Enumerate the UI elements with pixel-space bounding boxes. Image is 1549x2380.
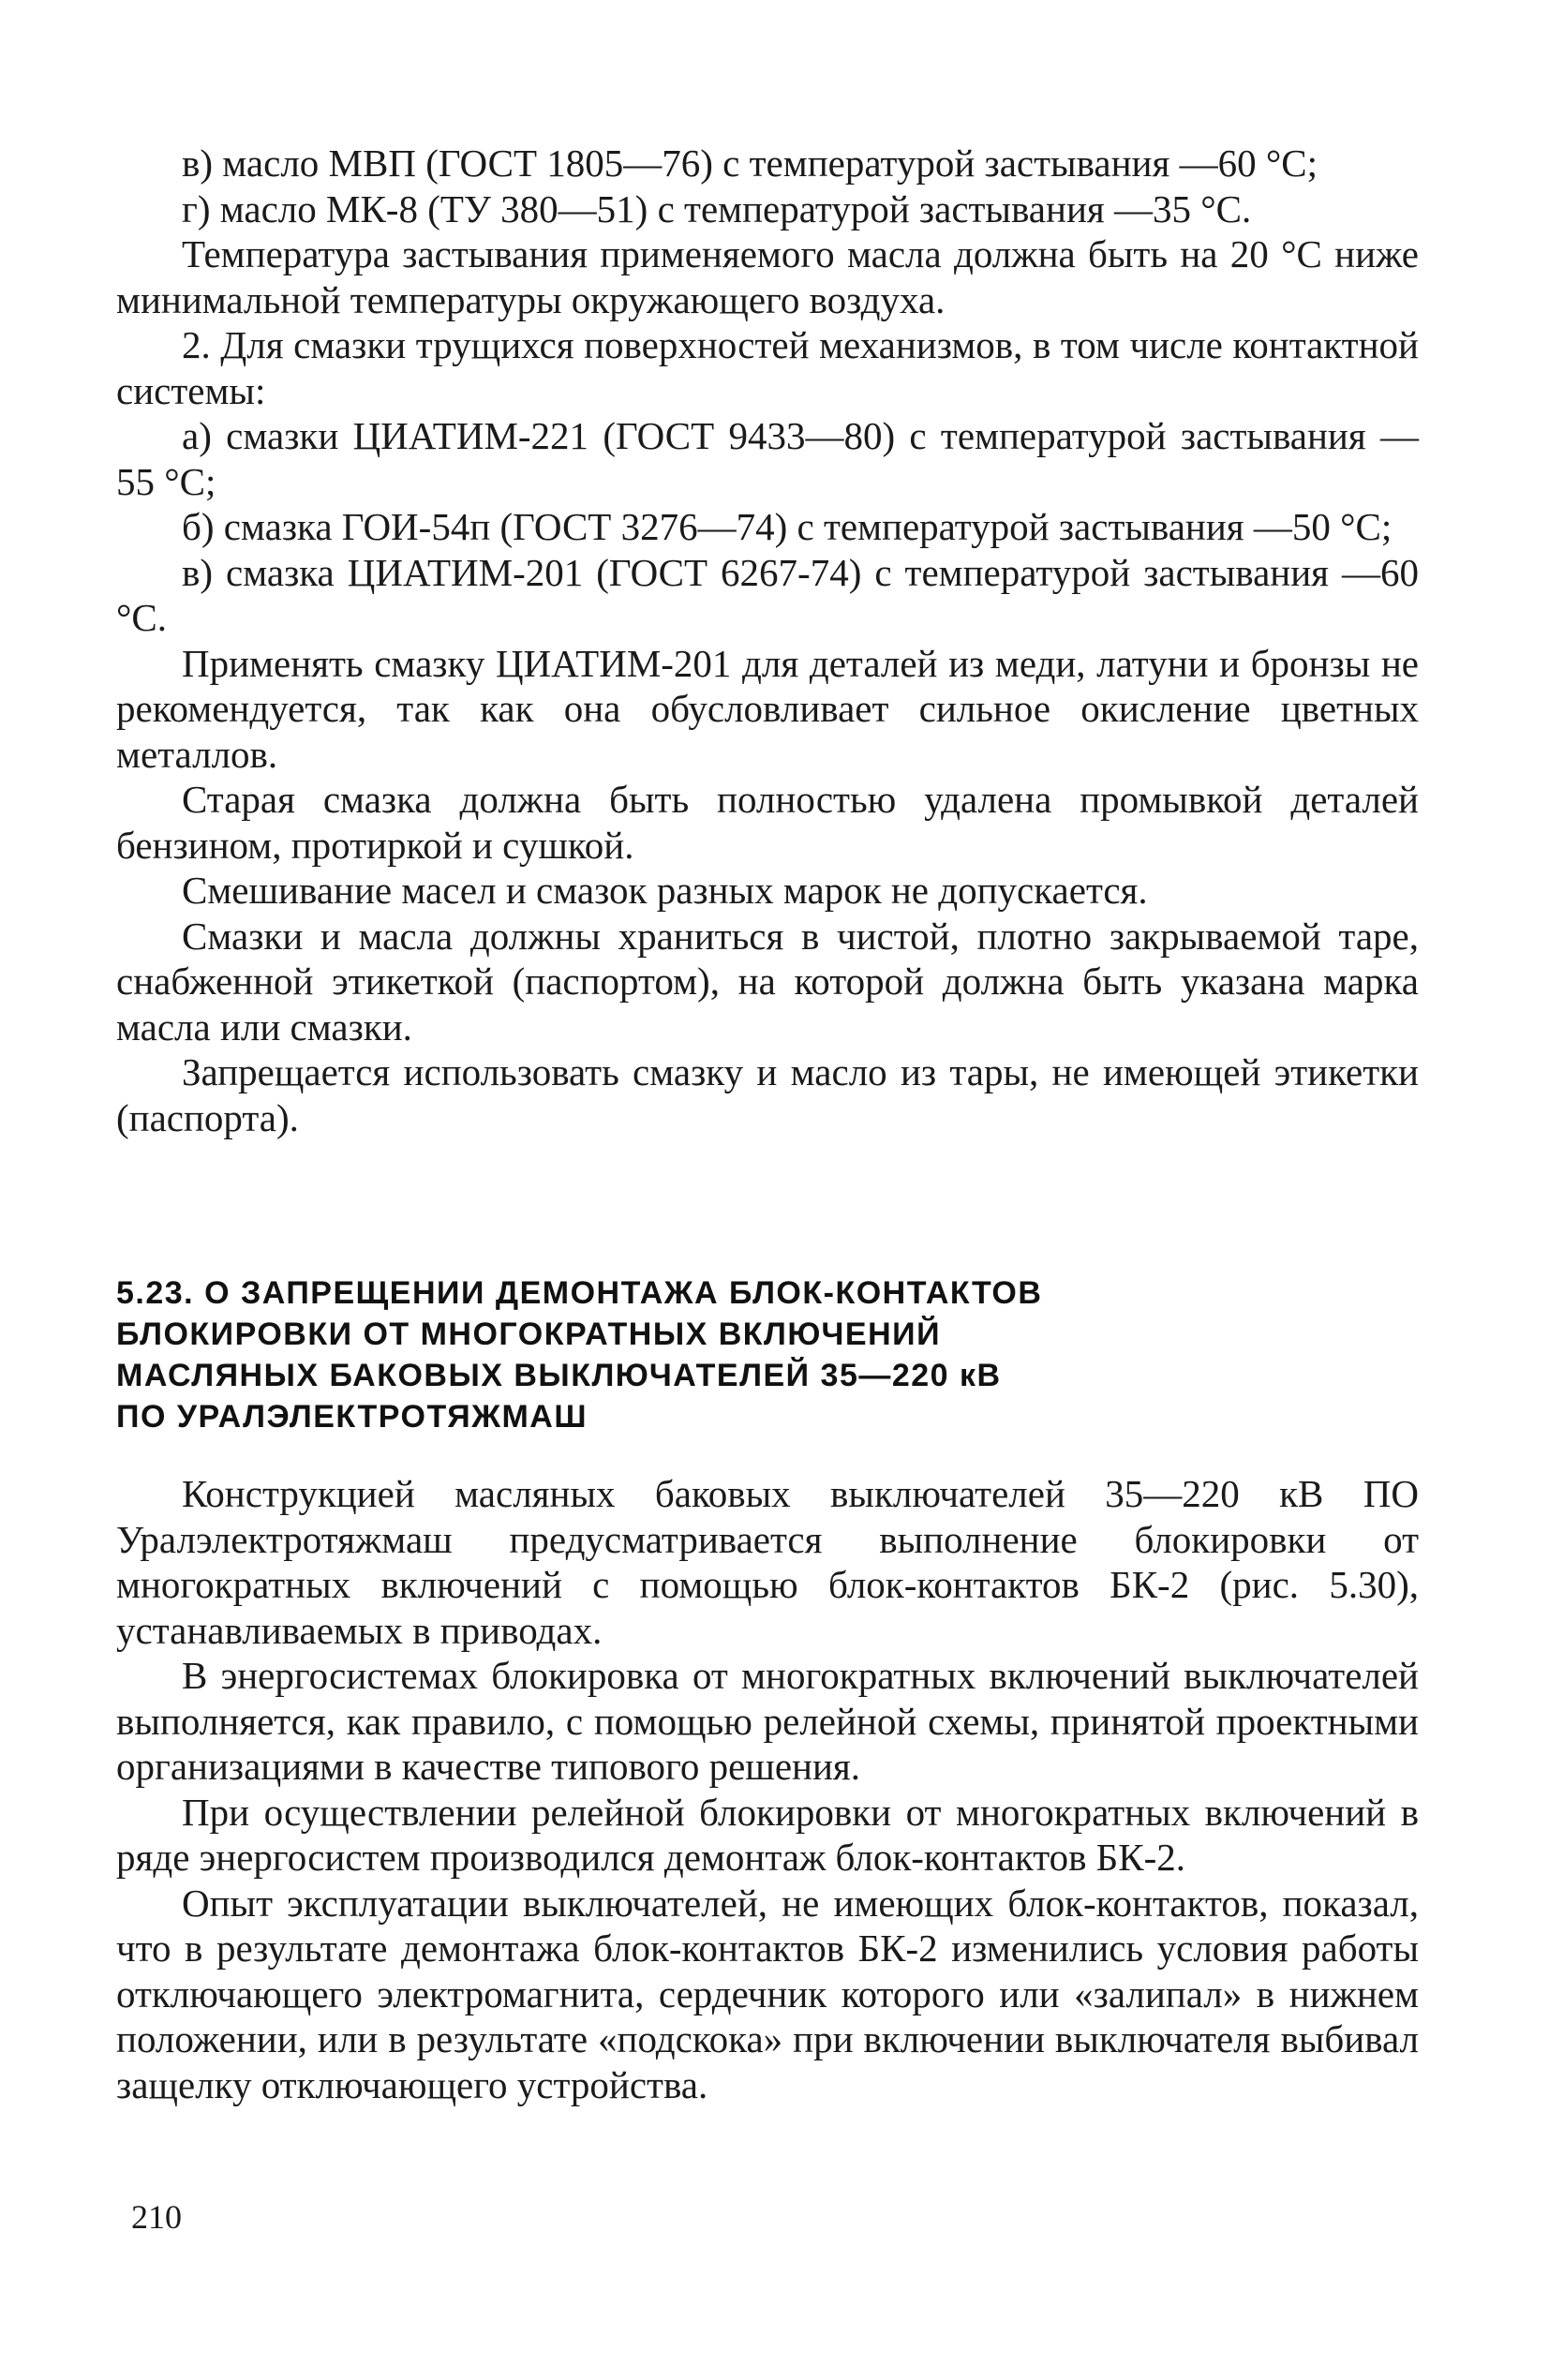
paragraph: б) смазка ГОИ-54п (ГОСТ 3276—74) с температурой застывания —50 °С; (182, 505, 1393, 548)
paragraph: а) смазки ЦИАТИМ-221 (ГОСТ 9433—80) с температурой застывания —55 °С; (116, 414, 1419, 503)
section-heading-line: МАСЛЯНЫХ БАКОВЫХ ВЫКЛЮЧАТЕЛЕЙ 35—220 кВ (116, 1358, 1002, 1393)
section-heading-line: 5.23. О ЗАПРЕЩЕНИИ ДЕМОНТАЖА БЛОК-КОНТАКТОВ (116, 1275, 1043, 1311)
page-number: 210 (131, 2198, 182, 2236)
paragraph: Старая смазка должна быть полностью удалена промывкой деталей бензином, протиркой и сушкой. (116, 778, 1419, 867)
paragraph: Применять смазку ЦИАТИМ-201 для деталей из меди, латуни и бронзы не рекомендуется, так как она обусловливает сильное окисление цветных металлов. (116, 641, 1419, 776)
paragraph: в) смазка ЦИАТИМ-201 (ГОСТ 6267-74) с температурой застывания —60 °С. (116, 550, 1419, 639)
section-heading-line: ПО УРАЛЭЛЕКТРОТЯЖМАШ (116, 1399, 588, 1435)
paragraph: Опыт эксплуатации выключателей, не имеющих блок-контактов, показал, что в результате демонтажа блок-контактов БК-2 изменились условия работы отключающего электромагнита, сердечник которого или «залипал» в нижнем положении, или в результате «подскока» при включении выключателя выбивал защелку отключающего устройства. (116, 1881, 1419, 2106)
paragraph: г) масло МК-8 (ТУ 380—51) с температурой застывания —35 °С. (182, 186, 1252, 231)
bottom-text-block (116, 1471, 1419, 2107)
paragraph: Запрещается использовать смазку и масло из тары, не имеющей этикетки (паспорта). (116, 1050, 1419, 1139)
paragraph: Температура застывания применяемого масла должна быть на 20 °С ниже минимальной температуры окружающего воздуха. (116, 232, 1419, 321)
paragraph: В энергосистемах блокировка от многократных включений выключателей выполняется, как правило, с помощью релейной схемы, принятой проектными организациями в качестве типового решения. (116, 1654, 1419, 1788)
paragraph: Конструкцией масляных баковых выключателей 35—220 кВ ПО Уралэлектротяжмаш предусматривается выполнение блокировки от многократных включений с помощью блок-контактов БК-2 (рис. 5.30), устанавливаемых в приводах. (116, 1472, 1419, 1652)
paragraph: При осуществлении релейной блокировки от многократных включений в ряде энергосистем производился демонтаж блок-контактов БК-2. (116, 1790, 1419, 1879)
section-heading (116, 1272, 1419, 1437)
top-text-block (116, 141, 1419, 1140)
paragraph: Смазки и масла должны храниться в чистой, плотно закрываемой таре, снабженной этикеткой (паспортом), на которой должна быть указана марка масла или смазки. (116, 914, 1419, 1049)
paragraph: Смешивание масел и смазок разных марок не допускается. (182, 869, 1148, 912)
paragraph: 2. Для смазки трущихся поверхностей механизмов, в том числе контактной системы: (116, 323, 1419, 412)
section-heading-line: БЛОКИРОВКИ ОТ МНОГОКРАТНЫХ ВКЛЮЧЕНИЙ (116, 1316, 942, 1352)
paragraph: в) масло МВП (ГОСТ 1805—76) с температурой застывания —60 °С; (182, 141, 1318, 185)
